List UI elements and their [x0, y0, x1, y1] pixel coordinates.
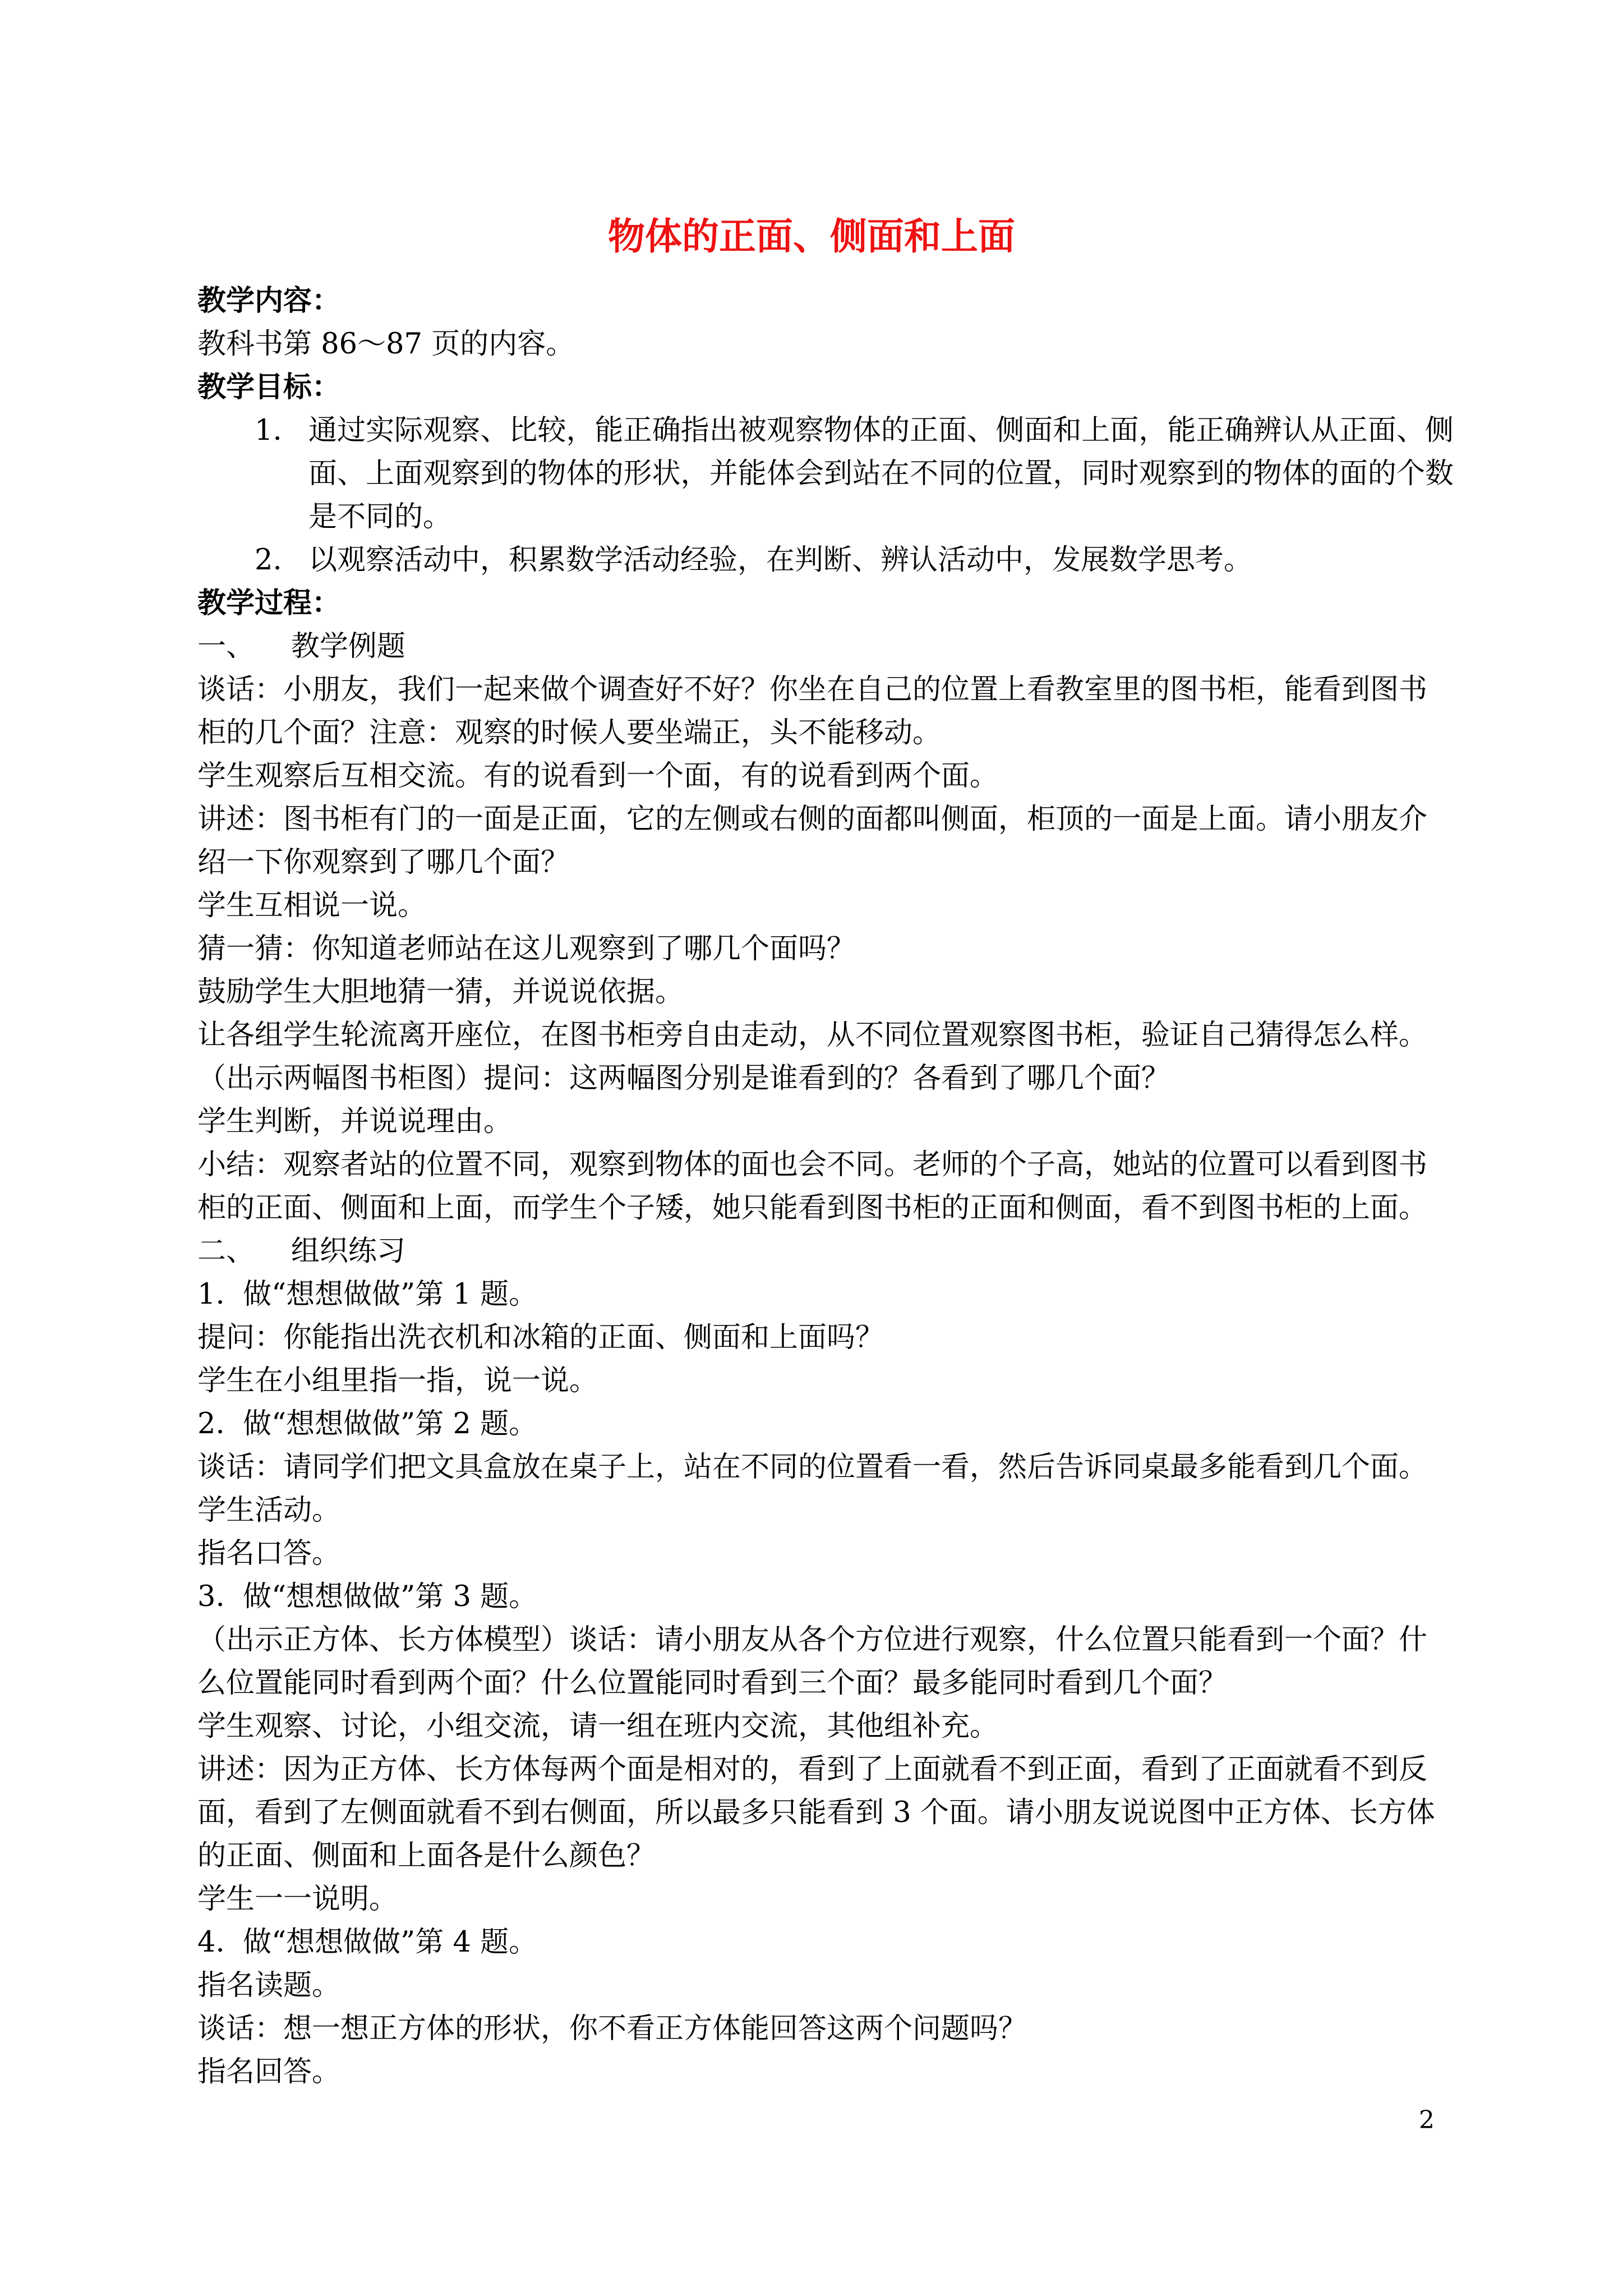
section-heading: 二、 组织练习 [197, 1235, 405, 1268]
goal-number: 2. [255, 544, 282, 577]
goal-item [197, 539, 1454, 582]
process-line: 指名口答。 [197, 1537, 341, 1570]
process-line: 么位置能同时看到两个面？什么位置能同时看到三个面？最多能同时看到几个面？ [197, 1667, 1228, 1700]
process-line: 学生观察、讨论，小组交流，请一组在班内交流，其他组补充。 [197, 1710, 999, 1743]
process-line: 柜的几个面？注意：观察的时候人要坐端正，头不能移动。 [197, 716, 942, 749]
process-line: 让各组学生轮流离开座位，在图书柜旁自由走动，从不同位置观察图书柜，验证自己猜得怎么样。 [197, 1019, 1428, 1052]
process-line: （出示正方体、长方体模型）谈话：请小朋友从各个方位进行观察，什么位置只能看到一个面？什 [197, 1623, 1428, 1657]
process-line: 2. 做“想想做做”第 2 题。 [197, 1407, 538, 1441]
section-heading: 一、 教学例题 [197, 630, 405, 663]
process-line: 谈话：小朋友，我们一起来做个调查好不好？你坐在自己的位置上看教室里的图书柜，能看到图书 [197, 673, 1428, 706]
process-line: 柜的正面、侧面和上面，而学生个子矮，她只能看到图书柜的正面和侧面，看不到图书柜的上面。 [197, 1191, 1428, 1225]
process-line: 提问：你能指出洗衣机和冰箱的正面、侧面和上面吗？ [197, 1321, 884, 1354]
process-line: 4. 做“想想做做”第 4 题。 [197, 1926, 538, 1959]
process-line: 讲述：图书柜有门的一面是正面，它的左侧或右侧的面都叫侧面，柜顶的一面是上面。请小朋友介 [197, 803, 1428, 836]
process-line: 的正面、侧面和上面各是什么颜色？ [197, 1839, 656, 1872]
process-line: 谈话：请同学们把文具盒放在桌子上，站在不同的位置看一看，然后告诉同桌最多能看到几个面。 [197, 1451, 1428, 1484]
process-line: 学生一一说明。 [197, 1883, 398, 1916]
heading-teaching-content: 教学内容： [197, 284, 341, 318]
process-line: 绍一下你观察到了哪几个面？ [197, 846, 570, 879]
process-line: 鼓励学生大胆地猜一猜，并说说依据。 [197, 976, 684, 1009]
goal-item [197, 409, 1454, 539]
process-line: 猜一猜：你知道老师站在这儿观察到了哪几个面吗？ [197, 932, 856, 965]
document-title: 物体的正面、侧面和上面 [608, 215, 1015, 258]
content-text: 教科书第 86～87 页的内容。 [197, 328, 575, 361]
goal-text: 以观察活动中，积累数学活动经验，在判断、辨认活动中，发展数学思考。 [308, 544, 1253, 577]
process-line: 学生观察后互相交流。有的说看到一个面，有的说看到两个面。 [197, 760, 999, 793]
heading-teaching-goals: 教学目标： [197, 371, 341, 404]
process-line: 1. 做“想想做做”第 1 题。 [197, 1278, 538, 1311]
process-line: 讲述：因为正方体、长方体每两个面是相对的，看到了上面就看不到正面，看到了正面就看不到反 [197, 1753, 1428, 1786]
process-line: 学生互相说一说。 [197, 889, 427, 922]
process-line: 3. 做“想想做做”第 3 题。 [197, 1580, 538, 1613]
process-line: 学生在小组里指一指，说一说。 [197, 1364, 598, 1397]
process-line: 学生活动。 [197, 1494, 341, 1527]
process-line: 谈话：想一想正方体的形状，你不看正方体能回答这两个问题吗？ [197, 2012, 1027, 2045]
process-line: 学生判断，并说说理由。 [197, 1105, 513, 1138]
document-body [197, 279, 1454, 2093]
goal-number: 1. [255, 414, 282, 447]
process-line: 小结：观察者站的位置不同，观察到物体的面也会不同。老师的个子高，她站的位置可以看到图书 [197, 1148, 1428, 1181]
process-line: （出示两幅图书柜图）提问：这两幅图分别是谁看到的？各看到了哪几个面？ [197, 1062, 1170, 1095]
process-line: 指名回答。 [197, 2055, 341, 2088]
process-line: 指名读题。 [197, 1969, 341, 2002]
process-section [197, 625, 1454, 2093]
goal-text: 通过实际观察、比较，能正确指出被观察物体的正面、侧面和上面，能正确辨认从正面、侧面、上面观察到的物体的形状，并能体会到站在不同的位置，同时观察到的物体的面的个数是不同的。 [308, 414, 1454, 533]
heading-teaching-process: 教学过程： [197, 587, 341, 620]
page-number: 2 [1419, 2106, 1435, 2134]
process-line: 面，看到了左侧面就看不到右侧面，所以最多只能看到 3 个面。请小朋友说说图中正方体、长方体 [197, 1796, 1435, 1829]
